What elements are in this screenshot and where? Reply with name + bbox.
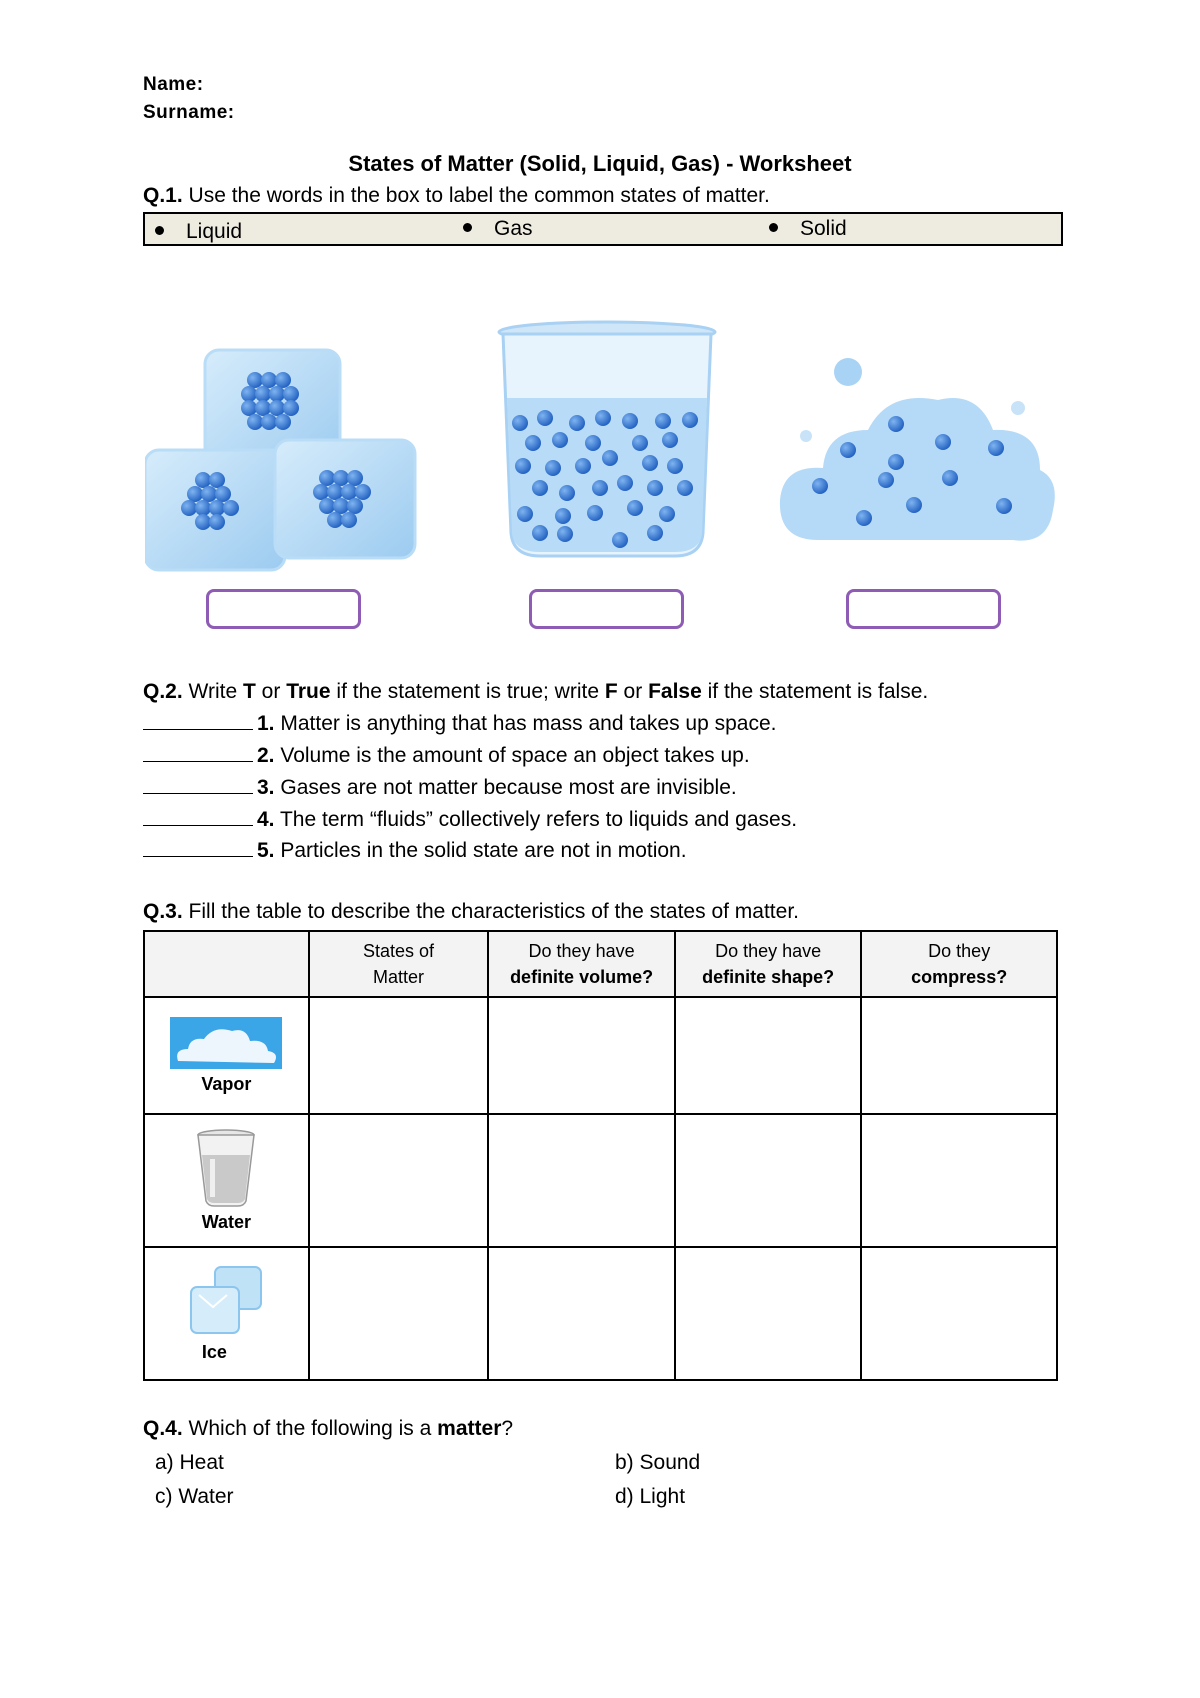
header-line: Do they	[928, 941, 991, 961]
answer-cell[interactable]	[309, 1247, 489, 1380]
option-b[interactable]: b) Sound	[615, 1451, 701, 1474]
beaker-image	[495, 318, 720, 563]
answer-cell[interactable]	[488, 1247, 675, 1380]
q3-text: Fill the table to describe the characteristics of the states of matter.	[188, 900, 799, 923]
tf-statement: Particles in the solid state are not in motion.	[280, 839, 687, 862]
header-line: definite shape?	[702, 967, 835, 987]
row-label-cell	[144, 997, 309, 1114]
ice-cube-icon	[187, 1265, 265, 1337]
characteristics-table	[143, 930, 1058, 1381]
tf-statement: Matter is anything that has mass and takes up space.	[280, 712, 777, 735]
option-c[interactable]: c) Water	[155, 1485, 234, 1508]
water-glass-icon	[196, 1129, 256, 1207]
column-header	[861, 931, 1057, 997]
surname-label: Surname:	[143, 102, 235, 123]
q4-prompt	[143, 1417, 513, 1441]
word-item	[463, 217, 533, 241]
tf-number: 3.	[257, 776, 275, 799]
tf-number: 5.	[257, 839, 275, 862]
word-item	[155, 220, 242, 244]
ice-cubes-image	[145, 340, 420, 575]
option-d[interactable]: d) Light	[615, 1485, 686, 1508]
answer-box-liquid[interactable]	[529, 589, 684, 629]
q4-text: ?	[501, 1417, 514, 1440]
q3-prompt	[143, 900, 799, 924]
header-line: Do they have	[528, 941, 635, 961]
answer-cell[interactable]	[861, 997, 1057, 1114]
answer-cell[interactable]	[675, 1247, 862, 1380]
tf-item	[143, 807, 797, 832]
cloud-icon	[170, 1017, 282, 1069]
column-header	[675, 931, 862, 997]
row-label-cell	[144, 1247, 309, 1380]
worksheet-title: States of Matter (Solid, Liquid, Gas) - Worksheet	[348, 151, 852, 176]
q2-prompt	[143, 680, 928, 704]
q2-text: if the statement is false.	[707, 680, 929, 703]
word-item	[769, 217, 847, 241]
answer-blank[interactable]	[143, 711, 253, 730]
word-gas: Gas	[494, 217, 533, 240]
word-liquid: Liquid	[186, 220, 243, 243]
column-header	[309, 931, 489, 997]
q1-text: Use the words in the box to label the common states of matter.	[188, 184, 770, 207]
header-line: compress?	[911, 967, 1008, 987]
answer-blank[interactable]	[143, 838, 253, 857]
q2-false-word: False	[648, 680, 702, 703]
answer-blank[interactable]	[143, 743, 253, 762]
name-label: Name:	[143, 74, 204, 95]
bullet-icon	[769, 223, 778, 232]
column-header	[488, 931, 675, 997]
answer-box-solid[interactable]	[206, 589, 361, 629]
answer-cell[interactable]	[488, 1114, 675, 1247]
row-label-vapor: Vapor	[201, 1073, 252, 1094]
answer-cell[interactable]	[861, 1114, 1057, 1247]
tf-item	[143, 711, 776, 736]
q4-number: Q.4.	[143, 1417, 183, 1440]
tf-statement: Volume is the amount of space an object takes up.	[280, 744, 750, 767]
q4-bold-word: matter	[437, 1417, 502, 1440]
tf-item	[143, 838, 687, 863]
answer-cell[interactable]	[675, 997, 862, 1114]
tf-number: 4.	[257, 808, 275, 831]
table-row	[144, 1114, 1057, 1247]
tf-number: 1.	[257, 712, 275, 735]
row-label-water: Water	[201, 1211, 252, 1232]
bullet-icon	[155, 226, 164, 235]
tf-statement: The term “fluids” collectively refers to liquids and gases.	[279, 808, 798, 831]
q2-text: if the statement is true; write	[336, 680, 600, 703]
q2-t-letter: T	[243, 680, 256, 703]
q3-number: Q.3.	[143, 900, 183, 923]
bullet-icon	[463, 223, 472, 232]
word-solid: Solid	[800, 217, 847, 240]
tf-item	[143, 743, 750, 768]
q2-f-letter: F	[604, 680, 618, 703]
option-a[interactable]: a) Heat	[155, 1451, 224, 1474]
header-line: Matter	[373, 967, 425, 987]
answer-cell[interactable]	[309, 1114, 489, 1247]
answer-blank[interactable]	[143, 775, 253, 794]
row-label-cell	[144, 1114, 309, 1247]
word-box	[143, 212, 1063, 246]
table-header-row	[144, 931, 1057, 997]
header-line: definite volume?	[510, 967, 654, 987]
header-line: States of	[363, 941, 435, 961]
q1-prompt	[143, 184, 770, 208]
table-corner-cell	[144, 931, 309, 997]
answer-blank[interactable]	[143, 807, 253, 826]
answer-box-gas[interactable]	[846, 589, 1001, 629]
tf-number: 2.	[257, 744, 275, 767]
answer-cell[interactable]	[675, 1114, 862, 1247]
cloud-image	[778, 350, 1058, 555]
table-row	[144, 997, 1057, 1114]
header-line: Do they have	[715, 941, 822, 961]
q1-number: Q.1.	[143, 184, 183, 207]
answer-cell[interactable]	[309, 997, 489, 1114]
answer-cell[interactable]	[488, 997, 675, 1114]
tf-item	[143, 775, 737, 800]
q2-text: or	[623, 680, 643, 703]
q4-text: Which of the following is a	[188, 1417, 432, 1440]
q2-text: or	[261, 680, 281, 703]
q2-text: Write	[188, 680, 238, 703]
answer-cell[interactable]	[861, 1247, 1057, 1380]
row-label-ice: Ice	[201, 1341, 227, 1362]
q2-true-word: True	[286, 680, 331, 703]
tf-statement: Gases are not matter because most are invisible.	[280, 776, 737, 799]
q2-number: Q.2.	[143, 680, 183, 703]
table-row	[144, 1247, 1057, 1380]
